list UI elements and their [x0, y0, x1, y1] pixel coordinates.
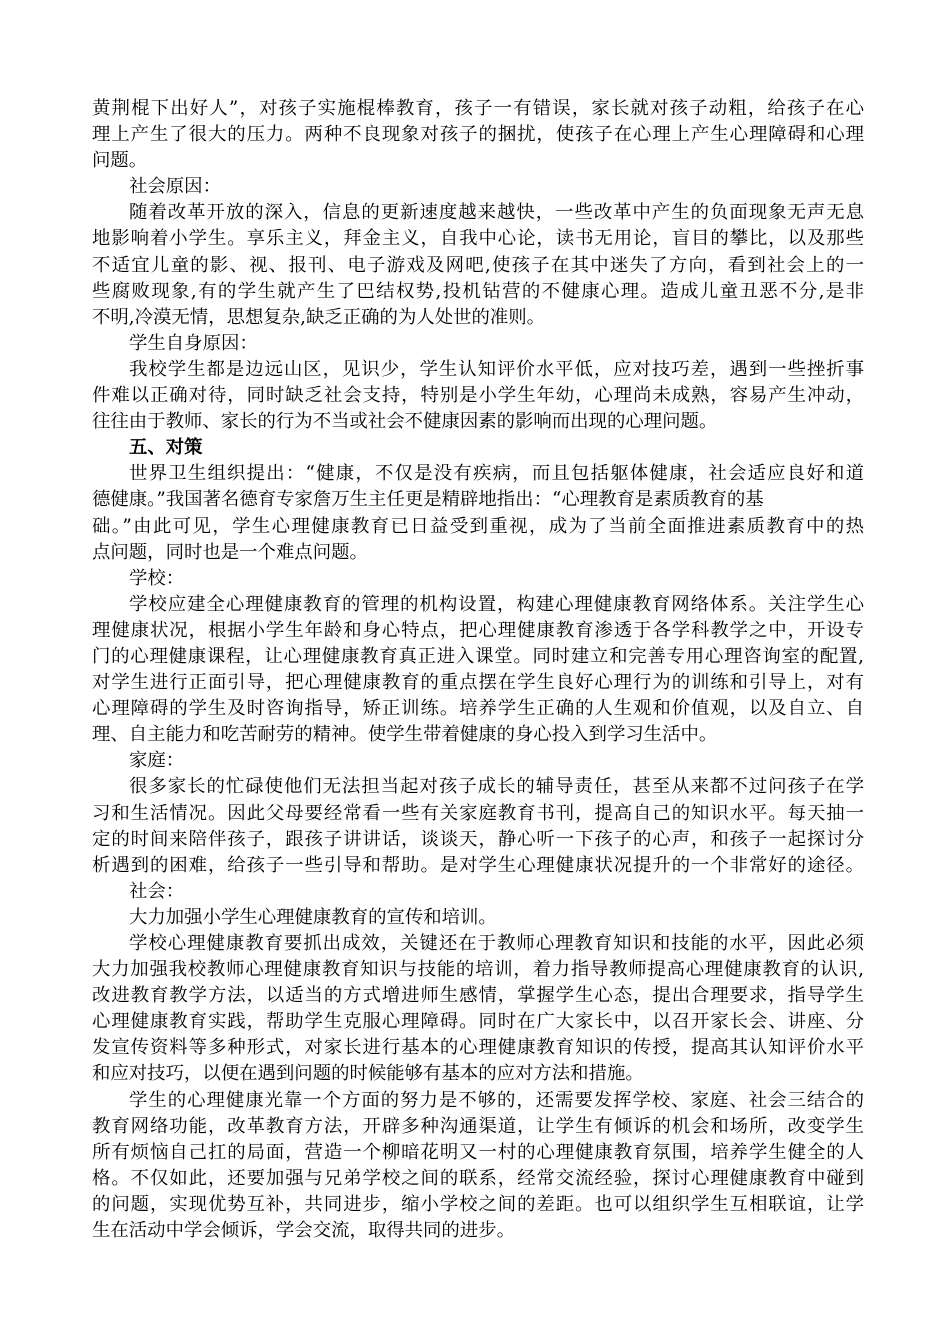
text-line: 发宣传资料等多种形式，对家长进行基本的心理健康教育知识的传授，提高其认知评价水平	[92, 1037, 864, 1059]
text-line: 件难以正确对待，同时缺乏社会支持，特别是小学生年幼，心理尚未成熟，容易产生冲动，	[92, 385, 864, 407]
text-line: 学生的心理健康光靠一个方面的努力是不够的，还需要发挥学校、家庭、社会三结合的	[129, 1089, 864, 1111]
text-line: 家庭：	[129, 750, 185, 772]
text-line: 理、自主能力和吃苦耐劳的精神。使学生带着健康的身心投入到学习生活中。	[92, 724, 718, 746]
text-line: 格。不仅如此，还要加强与兄弟学校之间的联系，经常交流经验，探讨心理健康教育中碰到	[92, 1167, 864, 1189]
text-line: 定的时间来陪伴孩子，跟孩子讲讲话，谈谈天，静心听一下孩子的心声，和孩子一起探讨分	[92, 828, 864, 850]
text-line: 心理健康教育实践，帮助学生克服心理障碍。同时在广大家长中，以召开家长会、讲座、分	[92, 1011, 864, 1033]
text-line: 学校应建全心理健康教育的管理的机构设置，构建心理健康教育网络体系。关注学生心	[129, 593, 864, 615]
text-line: 往往由于教师、家长的行为不当或社会不健康因素的影响而出现的心理问题。	[92, 411, 718, 433]
text-line: 教育网络功能，改革教育方法，开辟多种沟通渠道，让学生有倾诉的机会和场所，改变学生	[92, 1115, 864, 1137]
text-line: 点问题，同时也是一个难点问题。	[92, 541, 368, 563]
text-line: 生在活动中学会倾诉，学会交流，取得共同的进步。	[92, 1220, 515, 1242]
text-line: 理上产生了很大的压力。两种不良现象对孩子的捆扰，使孩子在心理上产生心理障碍和心理	[92, 124, 864, 146]
text-line: 我校学生都是边远山区，见识少，学生认知评价水平低，应对技巧差，遇到一些挫折事	[129, 358, 864, 380]
text-line: 的问题，实现优势互补，共同进步，缩小学校之间的差距。也可以组织学生互相联谊，让学	[92, 1193, 864, 1215]
text-line: 学校心理健康教育要抓出成效，关键还在于教师心理教育知识和技能的水平，因此必须	[129, 933, 864, 954]
text-line: 不明,冷漠无情，思想复杂,缺乏正确的为人处世的准则。	[92, 306, 546, 328]
text-line: 学校：	[129, 567, 185, 589]
text-line: 地影响着小学生。享乐主义，拜金主义，自我中心论，读书无用论，盲目的攀比，以及那些	[92, 228, 864, 250]
text-line: 黄荆棍下出好人”，对孩子实施棍棒教育，孩子一有错误，家长就对孩子动粗，给孩子在心	[92, 98, 864, 119]
text-line: 习和生活情况。因此父母要经常看一些有关家庭教育书刊，提高自己的知识水平。每天抽一	[92, 802, 864, 824]
text-line: 很多家长的忙碌使他们无法担当起对孩子成长的辅导责任，甚至从来都不过问孩子在学	[129, 776, 864, 798]
text-line: 础。”由此可见，学生心理健康教育已日益受到重视，成为了当前全面推进素质教育中的热	[92, 515, 864, 537]
text-line: 不适宜儿童的影、视、报刊、电子游戏及网吧,使孩子在其中迷失了方向，看到社会上的一	[92, 254, 864, 276]
text-line: 对学生进行正面引导，把心理健康教育的重点摆在学生良好心理行为的训练和引导上，对有	[92, 672, 864, 694]
text-line: 大力加强小学生心理健康教育的宣传和培训。	[129, 906, 497, 928]
document-body	[92, 96, 864, 1244]
text-line: 大力加强我校教师心理健康教育知识与技能的培训，着力指导教师提高心理健康教育的认识,	[92, 959, 864, 981]
text-line: 所有烦恼自己扛的局面，营造一个柳暗花明又一村的心理健康教育氛围，培养学生健全的人	[92, 1141, 864, 1163]
text-line: 和应对技巧，以便在遇到问题的时候能够有基本的应对方法和措施。	[92, 1063, 644, 1085]
text-line: 社会原因：	[129, 176, 221, 198]
text-line: 些腐败现象,有的学生就产生了巴结权势,投机钻营的不健康心理。造成儿童丑恶不分,是非	[92, 280, 864, 302]
text-line: 随着改革开放的深入，信息的更新速度越来越快，一些改革中产生的负面现象无声无息	[129, 202, 864, 224]
text-line: 门的心理健康课程，让心理健康教育真正进入课堂。同时建立和完善专用心理咨询室的配置,	[92, 645, 864, 667]
text-line: 改进教育教学方法，以适当的方式增进师生感情，掌握学生心态，提出合理要求，指导学生	[92, 985, 864, 1007]
text-line: 世界卫生组织提出：“健康，不仅是没有疾病，而且包括躯体健康，社会适应良好和道	[129, 463, 864, 485]
text-line: 德健康。”我国著名德育专家詹万生主任更是精辟地指出：“心理教育是素质教育的基	[92, 489, 764, 511]
text-line: 问题。	[92, 150, 148, 172]
text-line: 学生自身原因：	[129, 332, 258, 354]
document-page	[92, 96, 864, 1244]
section-heading: 五、对策	[129, 437, 203, 459]
text-line: 心理障碍的学生及时咨询指导，矫正训练。培养学生正确的人生观和价值观，以及自立、自	[92, 698, 864, 720]
text-line: 析遇到的困难，给孩子一些引导和帮助。是对学生心理健康状况提升的一个非常好的途径。	[92, 854, 864, 876]
text-line: 理健康状况，根据小学生年龄和身心特点，把心理健康教育渗透于各学科教学之中，开设专	[92, 619, 864, 641]
text-line: 社会：	[129, 880, 185, 902]
